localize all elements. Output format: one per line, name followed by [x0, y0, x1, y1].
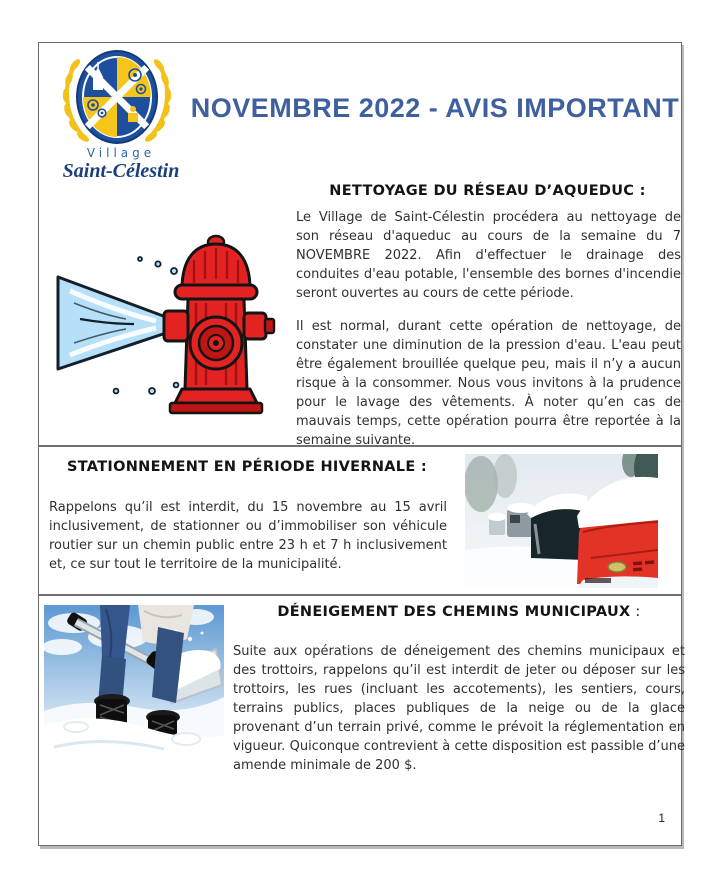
snow-shoveling-photo: [44, 605, 224, 779]
logo-village-label: Village: [86, 146, 156, 160]
section-heading-aqueduc: NETTOYAGE DU RÉSEAU D’AQUEDUC :: [329, 183, 646, 199]
page-number: 1: [658, 811, 665, 825]
document-page: [38, 42, 685, 846]
deneigement-heading-colon: :: [630, 604, 641, 620]
aqueduc-paragraph-1: Le Village de Saint-Célestin procédera au nettoyage de son réseau d'aqueduc au cours de la semaine du 7 NOVEMBRE 2022. Afin d'effectuer le drainage des conduites d'eau potable, l'ensemble des bornes d'incendie seront ouvertes au cours de cette période.: [296, 210, 681, 301]
village-crest-icon: [51, 49, 183, 145]
stationnement-paragraph: Rappelons qu’il est interdit, du 15 novembre au 15 avril inclusivement, de stationner ou d’immobiliser son véhicule routier sur un chemin public entre 23 h et 7 h inclusivement et, ce sur tout le territoire de la municipalité.: [49, 500, 447, 572]
logo-municipality-name: Saint-Célestin: [62, 160, 180, 182]
page-title: NOVEMBRE 2022 - AVIS IMPORTANT: [190, 93, 680, 123]
deneigement-heading-text: DÉNEIGEMENT DES CHEMINS MUNICIPAUX: [277, 604, 631, 620]
deneigement-paragraph: Suite aux opérations de déneigement des chemins municipaux et des trottoirs, rappelons qu’il est interdit de jeter ou déposer sur les trottoirs, les rues (incluant les accotements), les sentiers, cours, terrains publics, places publiques de la neige ou de la glace provenant d’un terrain privé, comme le prévoit la réglementation en vigueur. Quiconque contrevient à cette disposition est passible d’une amende minimale de 200 $.: [233, 644, 685, 773]
snowy-cars-photo: [465, 454, 658, 588]
fire-hydrant-illustration: [54, 231, 278, 423]
aqueduc-paragraph-2: Il est normal, durant cette opération de nettoyage, de constater une diminution de la pression d'eau. L'eau peut être également brouillée quelque peu, mais il n’y a aucun risque à la consommer. Nous vous invitons à la prudence pour le lavage des vêtements. À noter qu’en cas de mauvais temps, cette opération pourra être reportée à la semaine suivante.: [296, 319, 681, 448]
section-heading-stationnement: STATIONNEMENT EN PÉRIODE HIVERNALE :: [67, 459, 427, 475]
section-heading-deneigement: [233, 604, 685, 620]
municipal-logo: [51, 49, 191, 183]
section-divider: [39, 445, 681, 447]
section-divider: [39, 594, 681, 596]
